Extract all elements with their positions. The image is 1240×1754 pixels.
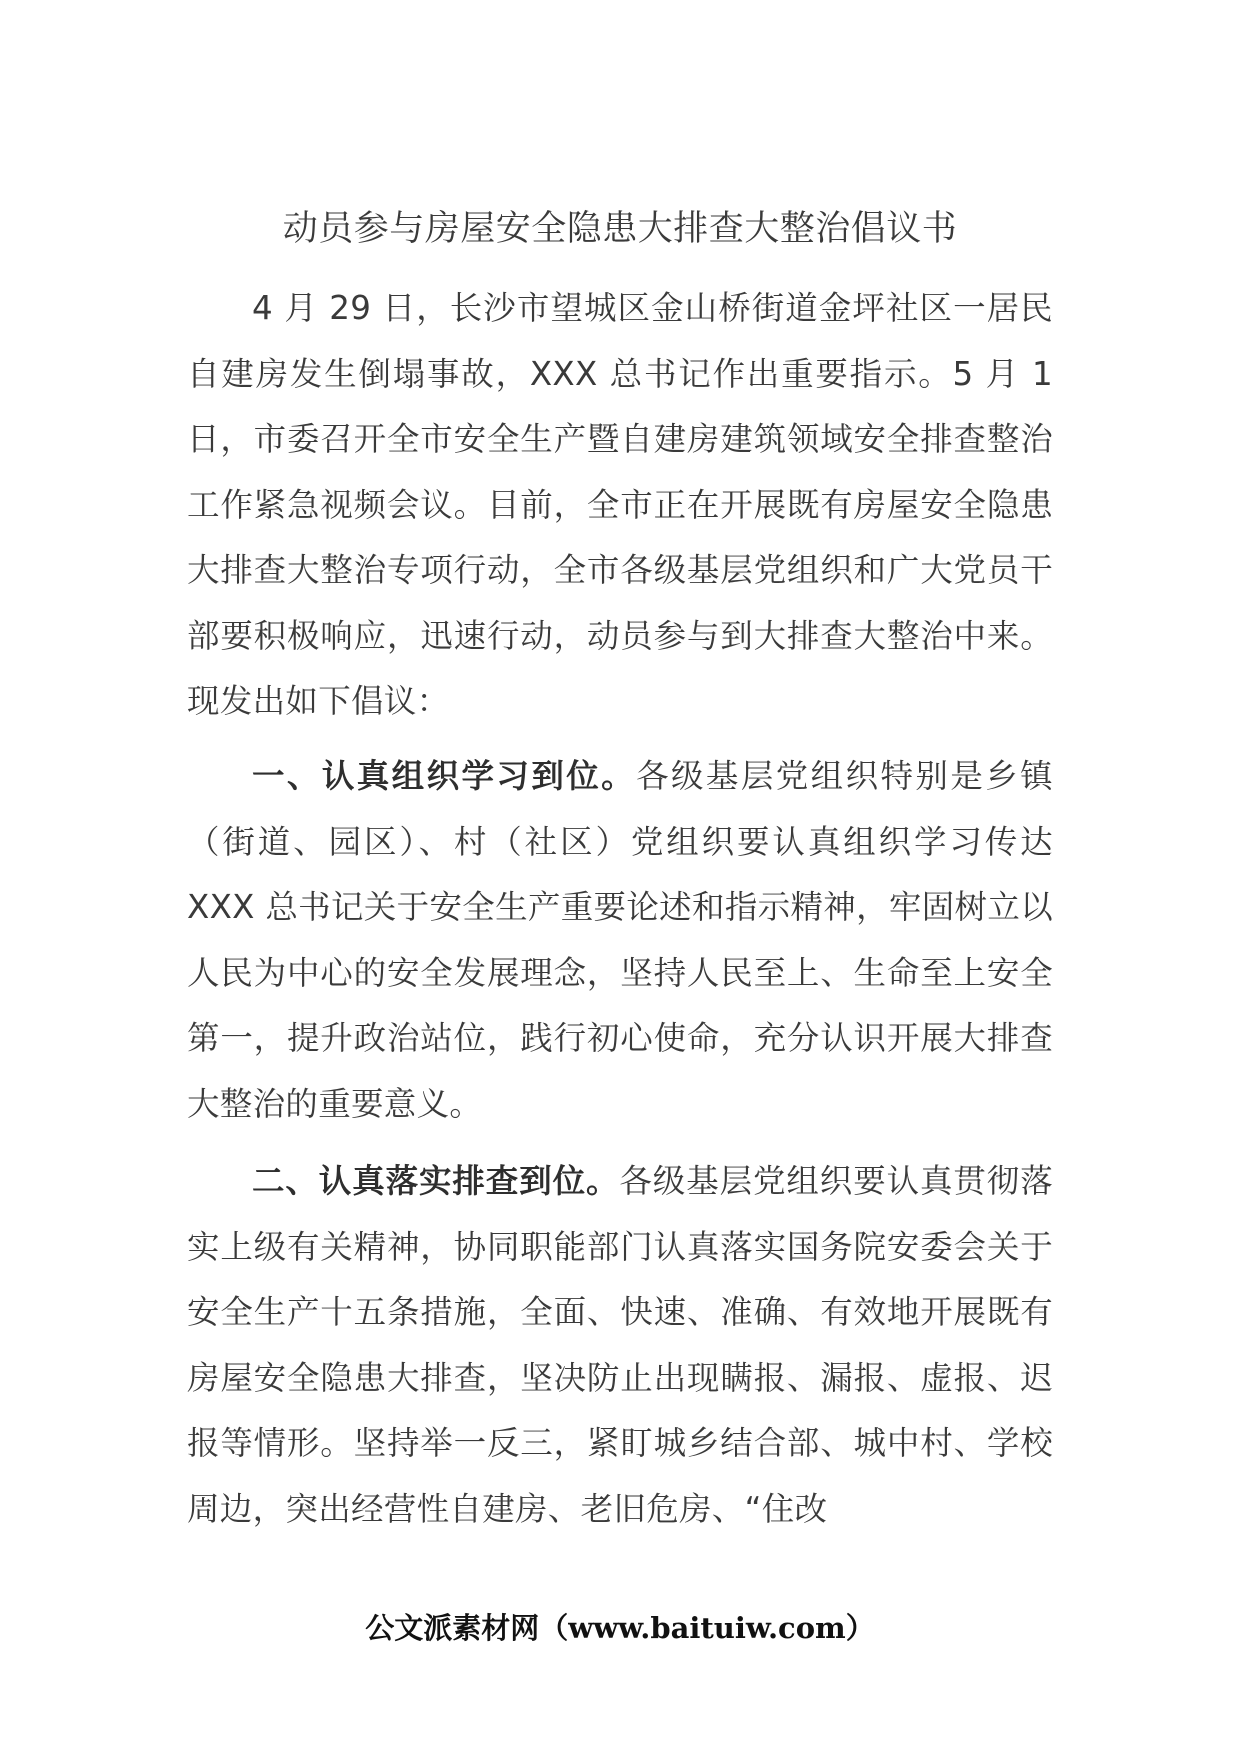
paragraph-intro xyxy=(187,276,1053,735)
section-1-text: 各级基层党组织特别是乡镇（街道、园区）、村（社区）党组织要认真组织学习传达 XXX 总书记关于安全生产重要论述和指示精神，牢固树立以人民为中心的安全发展理念，坚持人民至上、生命至上安全第一，提升政治站位，践行初心使命，充分认识开展大排查大整治的重要意义。 xyxy=(187,757,1053,1123)
paragraph-section-1 xyxy=(187,744,1053,1137)
paragraph-section-2 xyxy=(187,1149,1053,1542)
section-2-text: 各级基层党组织要认真贯彻落实上级有关精神，协同职能部门认真落实国务院安委会关于安全生产十五条措施，全面、快速、准确、有效地开展既有房屋安全隐患大排查，坚决防止出现瞒报、漏报、虚报、迟报等情形。坚持举一反三，紧盯城乡结合部、城中村、学校周边，突出经营性自建房、老旧危房、“住改 xyxy=(187,1162,1053,1528)
paragraph-intro-text: 4 月 29 日，长沙市望城区金山桥街道金坪社区一居民自建房发生倒塌事故，XXX 总书记作出重要指示。5 月 1 日，市委召开全市安全生产暨自建房建筑领域安全排查整治工作紧急视频会议。目前，全市正在开展既有房屋安全隐患大排查大整治专项行动，全市各级基层党组织和广大党员干部要积极响应，迅速行动，动员参与到大排查大整治中来。现发出如下倡议： xyxy=(187,289,1053,720)
section-1-heading: 一、认真组织学习到位。 xyxy=(252,757,637,795)
footer-watermark: 公文派素材网（www.baituiw.com） xyxy=(365,1611,875,1645)
section-2-heading: 二、认真落实排查到位。 xyxy=(252,1162,620,1200)
document-title: 动员参与房屋安全隐患大排查大整治倡议书 xyxy=(282,209,958,249)
